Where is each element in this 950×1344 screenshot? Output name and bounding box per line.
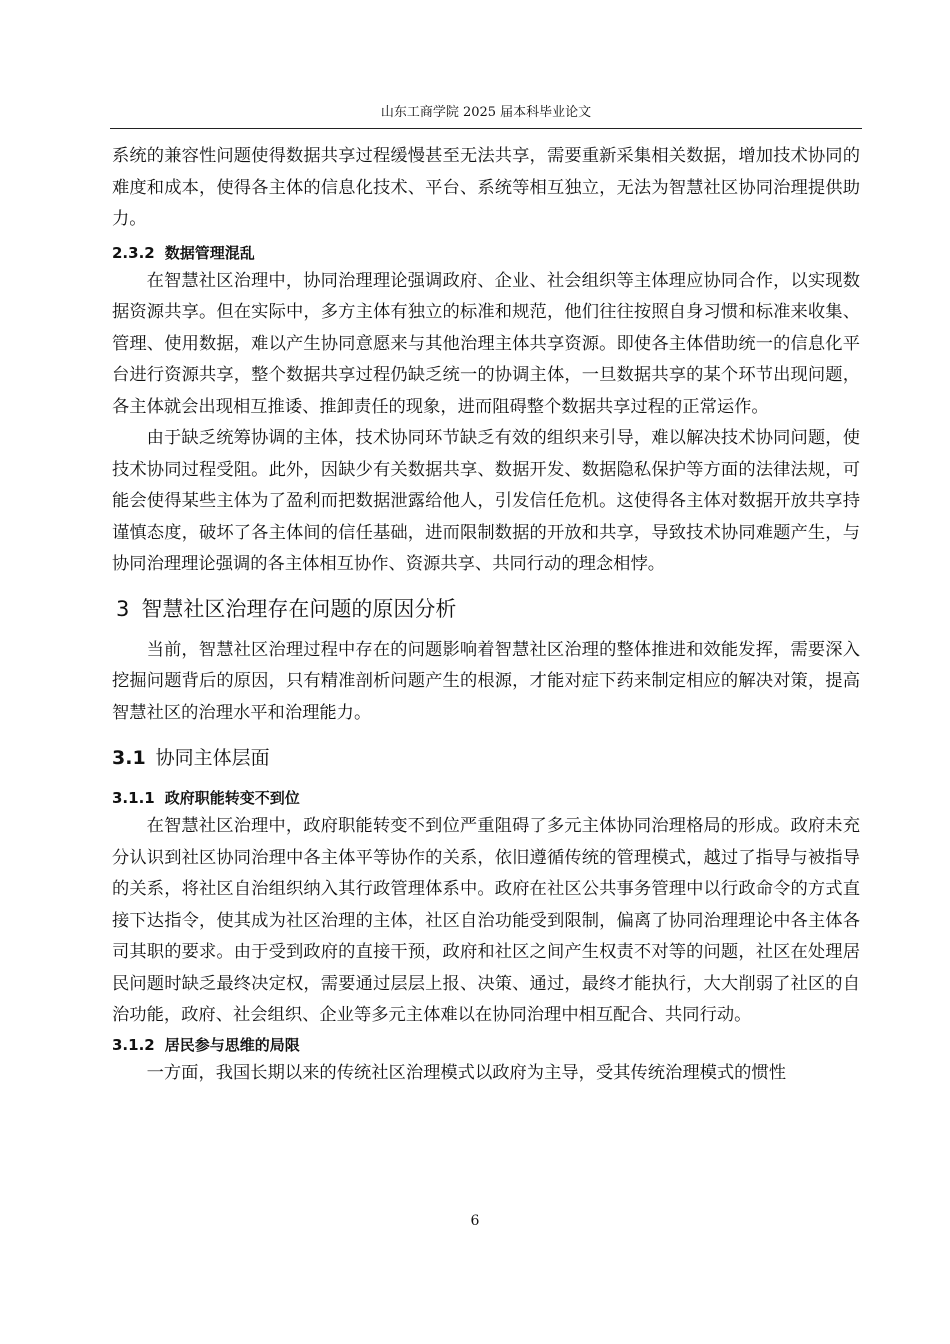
section-title: 协同主体层面 [155, 747, 270, 769]
section-title: 数据管理混乱 [164, 243, 255, 262]
section-title: 居民参与思维的局限 [164, 1035, 300, 1054]
chapter-title: 智慧社区治理存在问题的原因分析 [141, 596, 457, 621]
section-heading-2-3-2 [112, 240, 860, 266]
paragraph: 由于缺乏统筹协调的主体，技术协同环节缺乏有效的组织来引导，难以解决技术协同问题，使技术协同过程受阻。此外，因缺少有关数据共享、数据开发、数据隐私保护等方面的法律法规，可能会使得某些主体为了盈利而把数据泄露给他人，引发信任危机。这使得各主体对数据开放共享持谨慎态度，破坏了各主体间的信任基础，进而限制数据的开放和共享，导致技术协同难题产生，与协同治理理论强调的各主体相互协作、资源共享、共同行动的理念相悖。 [112, 428, 860, 574]
header-divider [110, 128, 862, 129]
section-number: 2.3.2 [112, 243, 155, 262]
paragraph-continued: 系统的兼容性问题使得数据共享过程缓慢甚至无法共享，需要重新采集相关数据，增加技术协同的难度和成本，使得各主体的信息化技术、平台、系统等相互独立，无法为智慧社区协同治理提供助力。 [112, 146, 860, 229]
section-title: 政府职能转变不到位 [164, 789, 300, 807]
section-number: 3.1 [112, 747, 146, 769]
section-heading-3-1-1 [112, 785, 860, 811]
running-header: 山东工商学院 2025 届本科毕业论文 [380, 105, 592, 120]
section-heading-3-1 [112, 741, 860, 775]
chapter-number: 3 [116, 596, 130, 621]
paragraph: 一方面，我国长期以来的传统社区治理模式以政府为主导，受其传统治理模式的惯性 [146, 1062, 787, 1083]
chapter-heading-3 [116, 591, 860, 627]
paragraph: 在智慧社区治理中，政府职能转变不到位严重阻碍了多元主体协同治理格局的形成。政府未充分认识到社区协同治理中各主体平等协作的关系，依旧遵循传统的管理模式，越过了指导与被指导的关系，将社区自治组织纳入其行政管理体系中。政府在社区公共事务管理中以行政命令的方式直接下达指令，使其成为社区治理的主体，社区自治功能受到限制，偏离了协同治理理论中各主体各司其职的要求。由于受到政府的直接干预，政府和社区之间产生权责不对等的问题，社区在处理居民问题时缺乏最终决定权，需要通过层层上报、决策、通过，最终才能执行，大大削弱了社区的自治功能，政府、社会组织、企业等多元主体难以在协同治理中相互配合、共同行动。 [112, 816, 860, 1025]
section-number: 3.1.1 [112, 789, 155, 807]
paragraph: 在智慧社区治理中，协同治理理论强调政府、企业、社会组织等主体理应协同合作，以实现数据资源共享。但在实际中，多方主体有独立的标准和规范，他们往往按照自身习惯和标准来收集、管理、使用数据，难以产生协同意愿来与其他治理主体共享资源。即使各主体借助统一的信息化平台进行资源共享，整个数据共享过程仍缺乏统一的协调主体，一旦数据共享的某个环节出现问题，各主体就会出现相互推诿、推卸责任的现象，进而阻碍整个数据共享过程的正常运作。 [112, 270, 860, 417]
page-body [112, 141, 860, 1089]
section-number: 3.1.2 [112, 1035, 155, 1054]
section-heading-3-1-2 [112, 1032, 860, 1058]
paragraph: 当前，智慧社区治理过程中存在的问题影响着智慧社区治理的整体推进和效能发挥，需要深入挖掘问题背后的原因，只有精准剖析问题产生的根源，才能对症下药来制定相应的解决对策，提高智慧社区的治理水平和治理能力。 [112, 639, 860, 723]
page-number: 6 [470, 1213, 480, 1229]
